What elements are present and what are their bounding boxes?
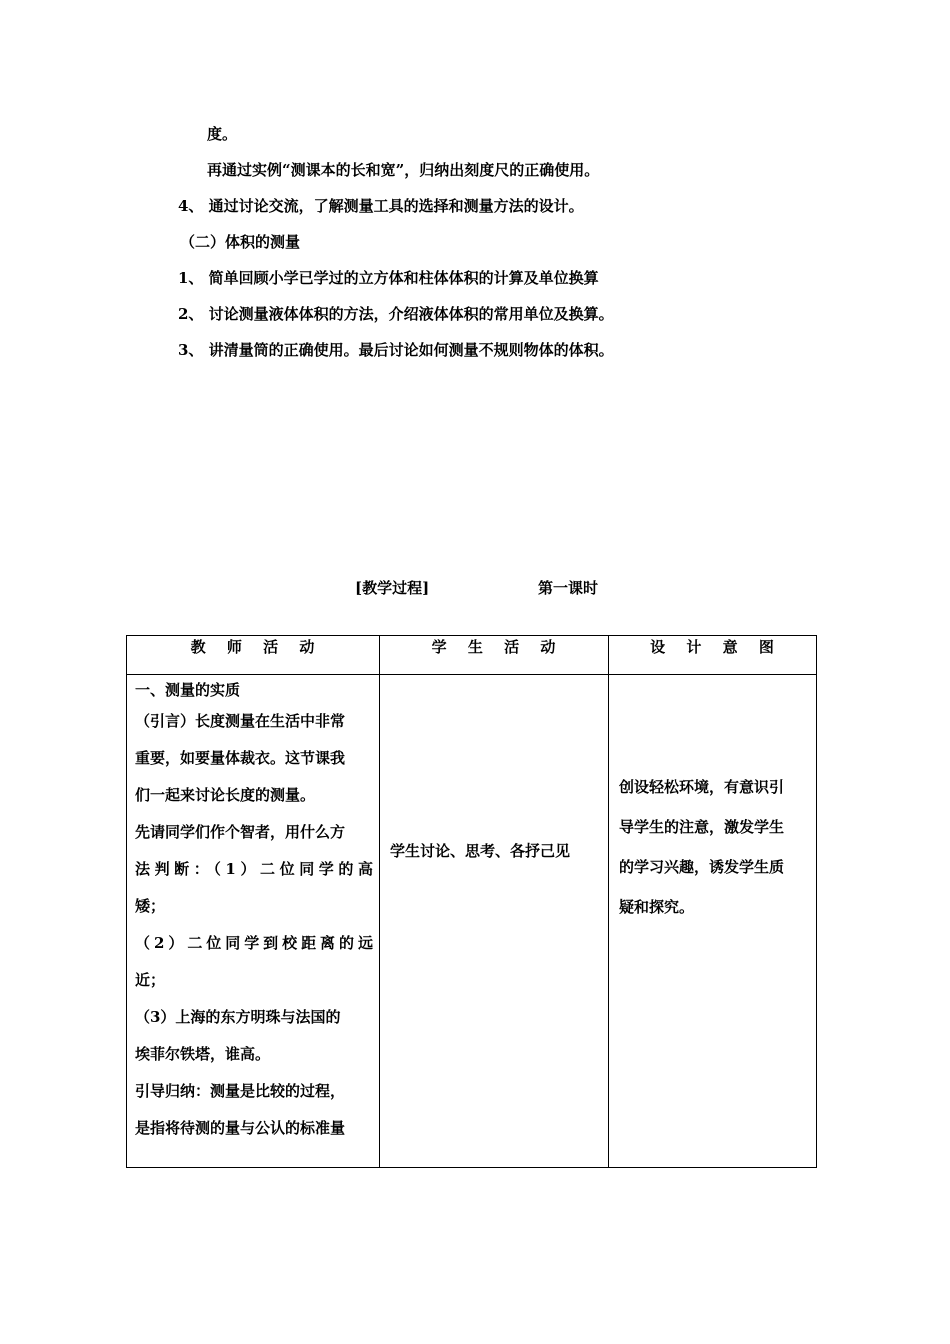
teacher-line: 法判断：（1）二位同学的高 bbox=[135, 860, 373, 878]
period-label: 第一课时 bbox=[538, 579, 599, 597]
header-teacher-activity: 教 师 活 动 bbox=[127, 636, 380, 675]
design-intent-cell bbox=[609, 675, 817, 1168]
teaching-process-table bbox=[126, 635, 817, 1168]
teacher-line: 是指将待测的量与公认的标准量 bbox=[135, 1119, 346, 1137]
intro-line-1: 度。 bbox=[207, 125, 238, 143]
teacher-line: 先请同学们作个智者，用什么方 bbox=[135, 823, 346, 841]
table-header-row bbox=[127, 636, 817, 675]
section-heading-volume: （二）体积的测量 bbox=[180, 233, 301, 251]
teacher-line: 近； bbox=[135, 971, 166, 989]
teacher-line: 埃菲尔铁塔，谁高。 bbox=[135, 1045, 271, 1063]
intro-line-6: 2、 讨论测量液体体积的方法，介绍液体体积的常用单位及换算。 bbox=[178, 305, 614, 323]
teacher-line: 一、测量的实质 bbox=[135, 681, 241, 699]
intro-line-7: 3、 讲清量筒的正确使用。最后讨论如何测量不规则物体的体积。 bbox=[178, 341, 614, 359]
student-activity-cell bbox=[380, 675, 609, 1168]
teacher-activity-cell bbox=[127, 675, 380, 1168]
process-title: [教学过程] bbox=[355, 579, 430, 597]
teacher-line: （3）上海的东方明珠与法国的 bbox=[135, 1008, 341, 1026]
table-row bbox=[127, 675, 817, 1168]
intro-line-3: 4、 通过讨论交流，了解测量工具的选择和测量方法的设计。 bbox=[178, 197, 584, 215]
intent-line: 疑和探究。 bbox=[619, 898, 695, 916]
teacher-line: （引言）长度测量在生活中非常 bbox=[135, 712, 346, 730]
intro-line-5: 1、 简单回顾小学已学过的立方体和柱体体积的计算及单位换算 bbox=[178, 269, 599, 287]
teacher-line: 重要，如要量体裁衣。这节课我 bbox=[135, 749, 346, 767]
intent-line: 的学习兴趣，诱发学生质 bbox=[619, 858, 785, 876]
teacher-line: 们一起来讨论长度的测量。 bbox=[135, 786, 316, 804]
teacher-line: 引导归纳：测量是比较的过程， bbox=[135, 1082, 346, 1100]
header-design-intent: 设 计 意 图 bbox=[609, 636, 817, 675]
header-student-activity: 学 生 活 动 bbox=[380, 636, 609, 675]
teacher-line: 矮； bbox=[135, 897, 166, 915]
teacher-line: （2）二位同学到校距离的远 bbox=[135, 934, 373, 952]
intro-line-2: 再通过实例“测课本的长和宽”，归纳出刻度尺的正确使用。 bbox=[207, 161, 600, 179]
intent-line: 导学生的注意，激发学生 bbox=[619, 818, 785, 836]
intent-line: 创设轻松环境，有意识引 bbox=[619, 778, 785, 796]
student-activity-text: 学生讨论、思考、各抒己见 bbox=[390, 842, 571, 860]
